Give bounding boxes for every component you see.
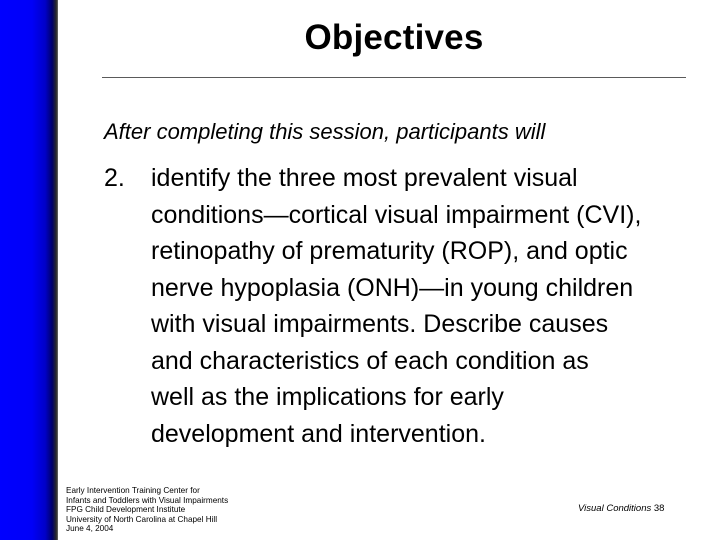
footer-date: June 4, 2004 (66, 524, 114, 534)
objective-line: identify the three most prevalent visual (151, 164, 578, 192)
objective-line: well as the implications for early (151, 383, 504, 411)
footer-page-number: 38 (653, 503, 665, 514)
objective-line: nerve hypoplasia (ONH)—in young children (151, 273, 634, 302)
footer-page-info (578, 503, 664, 514)
footer-credits (66, 486, 228, 534)
footer-module-name: Visual Conditions (578, 503, 652, 514)
left-accent-bar (0, 0, 58, 540)
objective-line: with visual impairments. Describe causes (151, 310, 609, 338)
intro-text: After completing this session, participants will (104, 119, 546, 144)
objective-line: development and intervention. (151, 419, 486, 448)
title-divider (102, 77, 686, 78)
objective-text (151, 160, 641, 452)
objective-line: conditions—cortical visual impairment (CVI), (151, 200, 642, 229)
objective-line: retinopathy of prematurity (ROP), and optic (151, 237, 628, 265)
objective-number: 2. (104, 164, 125, 192)
slide-title: Objectives (304, 18, 484, 57)
footer-credit-line: Infants and Toddlers with Visual Impairments (66, 495, 229, 505)
objective-line: and characteristics of each condition as (151, 346, 589, 375)
footer-credit-line: University of North Carolina at Chapel Hill (66, 514, 218, 524)
footer-credit-line: FPG Child Development Institute (66, 505, 186, 515)
footer-credit-line: Early Intervention Training Center for (66, 486, 200, 495)
